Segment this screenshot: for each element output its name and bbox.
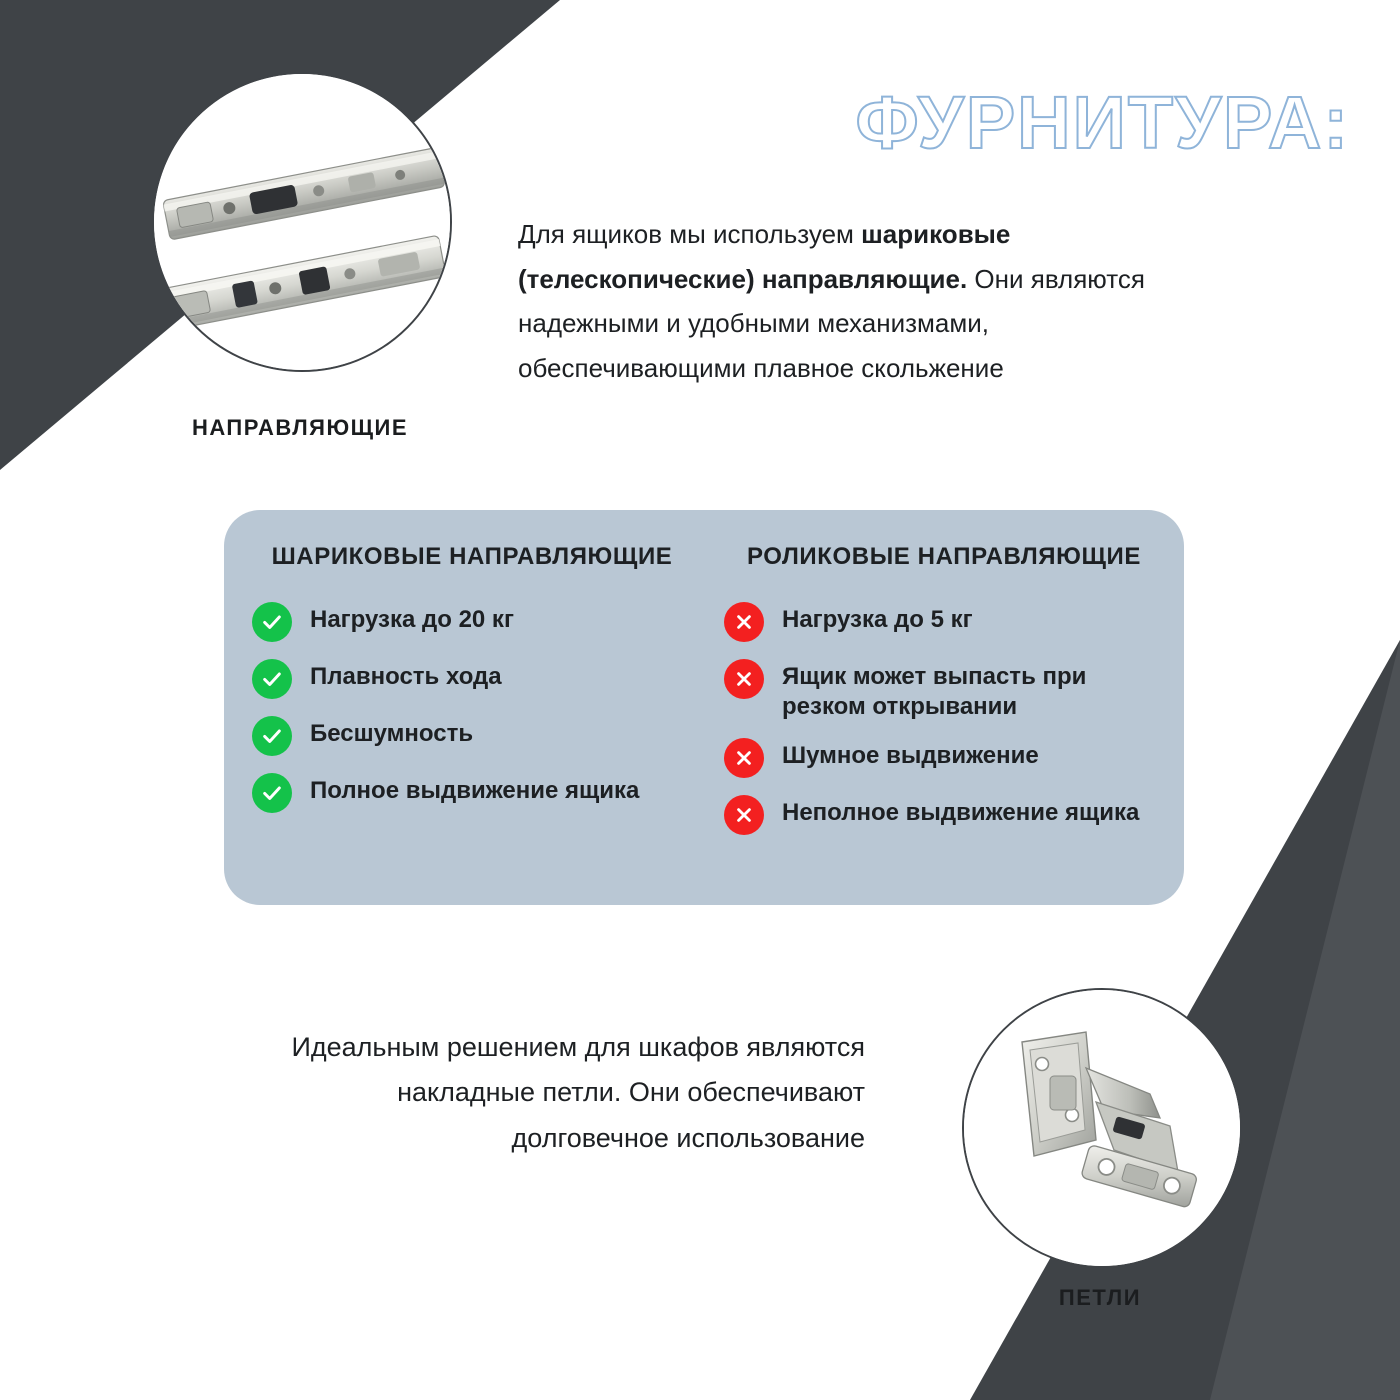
drawer-slide-caption: НАПРАВЛЯЮЩИЕ [191,415,409,440]
cabinet-hinge-caption: ПЕТЛИ [1058,1285,1142,1310]
list-item [724,737,1164,778]
list-item [252,658,692,699]
drawer-slide-photo [152,72,452,372]
page-title: ФУРНИТУРА: [855,81,1350,164]
list-item-label: Ящик может выпасть при резком открывании [782,662,1087,720]
cabinet-hinge-photo [962,988,1242,1268]
column-heading-ball-bearing: ШАРИКОВЫЕ НАПРАВЛЯЮЩИЕ [271,543,673,570]
list-item [724,658,1164,722]
cross-icon [724,659,764,699]
list-item [252,715,692,756]
cabinet-hinge-icon [964,990,1240,1266]
list-item [252,772,692,813]
comparison-column-ball-bearing [252,540,692,829]
list-item-label: Нагрузка до 20 кг [310,605,514,633]
check-icon [252,716,292,756]
cross-icon [724,795,764,835]
check-icon [252,602,292,642]
intro-text-bold: шариковые (телескопические) направляющие. [518,219,1011,294]
list-item-label: Шумное выдвижение [782,742,1039,770]
cross-icon [724,738,764,778]
intro-text-part2: Они являются надежными и удобными механизмами, обеспечивающими плавное скольжение [518,263,1145,384]
column-heading-roller: РОЛИКОВЫЕ НАПРАВЛЯЮЩИЕ [747,543,1141,570]
intro-paragraph [518,212,1208,391]
list-item [724,794,1164,835]
list-item-label: Нагрузка до 5 кг [782,605,973,633]
comparison-panel [224,510,1184,905]
check-icon [252,773,292,813]
outro-paragraph: Идеальным решением для шкафов являются накладные петли. Они обеспечивают долговечное использование [291,1032,865,1153]
list-item-label: Плавность хода [310,662,502,690]
list-item-label: Полное выдвижение ящика [310,776,640,804]
list-item-label: Неполное выдвижение ящика [782,799,1140,827]
intro-text-part1: Для ящиков мы используем [518,219,862,249]
list-item [724,601,1164,642]
comparison-column-roller [724,540,1164,851]
check-icon [252,659,292,699]
list-item-label: Бесшумность [310,719,474,747]
drawer-slide-icon [154,74,450,370]
list-item [252,601,692,642]
cross-icon [724,602,764,642]
